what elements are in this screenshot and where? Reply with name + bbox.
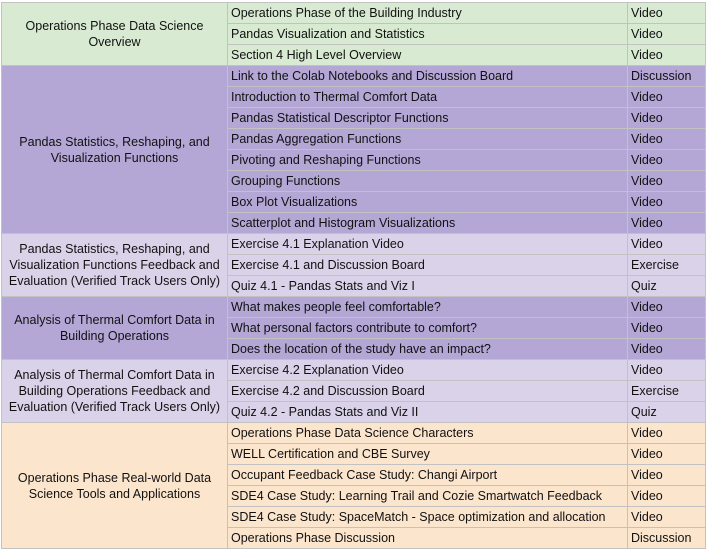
lesson-title-cell[interactable]: Quiz 4.2 - Pandas Stats and Viz II bbox=[228, 402, 628, 423]
lesson-title-cell[interactable]: SDE4 Case Study: SpaceMatch - Space optimization and allocation bbox=[228, 507, 628, 528]
lesson-title-cell[interactable]: Pandas Aggregation Functions bbox=[228, 129, 628, 150]
lesson-type-cell[interactable]: Video bbox=[628, 3, 706, 24]
section-title-cell[interactable]: Operations Phase Data Science Overview bbox=[2, 3, 228, 66]
table-row bbox=[2, 297, 706, 318]
lesson-title-cell[interactable]: Introduction to Thermal Comfort Data bbox=[228, 87, 628, 108]
table-row bbox=[2, 360, 706, 381]
lesson-title-cell[interactable]: SDE4 Case Study: Learning Trail and Cozie Smartwatch Feedback bbox=[228, 486, 628, 507]
lesson-type-cell[interactable]: Video bbox=[628, 465, 706, 486]
lesson-type-cell[interactable]: Video bbox=[628, 24, 706, 45]
table-row bbox=[2, 3, 706, 24]
section-title-cell[interactable]: Analysis of Thermal Comfort Data in Building Operations bbox=[2, 297, 228, 360]
lesson-title-cell[interactable]: Operations Phase Data Science Characters bbox=[228, 423, 628, 444]
lesson-type-cell[interactable]: Video bbox=[628, 192, 706, 213]
lesson-type-cell[interactable]: Discussion bbox=[628, 66, 706, 87]
lesson-type-cell[interactable]: Video bbox=[628, 129, 706, 150]
lesson-type-cell[interactable]: Video bbox=[628, 171, 706, 192]
lesson-title-cell[interactable]: Exercise 4.2 Explanation Video bbox=[228, 360, 628, 381]
lesson-title-cell[interactable]: Grouping Functions bbox=[228, 171, 628, 192]
lesson-title-cell[interactable]: Exercise 4.2 and Discussion Board bbox=[228, 381, 628, 402]
table-row bbox=[2, 234, 706, 255]
lesson-type-cell[interactable]: Quiz bbox=[628, 276, 706, 297]
lesson-type-cell[interactable]: Video bbox=[628, 87, 706, 108]
table-body bbox=[2, 3, 706, 549]
section-title-cell[interactable]: Pandas Statistics, Reshaping, and Visualization Functions bbox=[2, 66, 228, 234]
lesson-type-cell[interactable]: Video bbox=[628, 486, 706, 507]
lesson-type-cell[interactable]: Exercise bbox=[628, 381, 706, 402]
lesson-title-cell[interactable]: Quiz 4.1 - Pandas Stats and Viz I bbox=[228, 276, 628, 297]
lesson-type-cell[interactable]: Video bbox=[628, 108, 706, 129]
lesson-title-cell[interactable]: Link to the Colab Notebooks and Discussion Board bbox=[228, 66, 628, 87]
lesson-title-cell[interactable]: Operations Phase of the Building Industry bbox=[228, 3, 628, 24]
lesson-type-cell[interactable]: Video bbox=[628, 444, 706, 465]
lesson-title-cell[interactable]: Scatterplot and Histogram Visualizations bbox=[228, 213, 628, 234]
lesson-type-cell[interactable]: Video bbox=[628, 360, 706, 381]
lesson-type-cell[interactable]: Quiz bbox=[628, 402, 706, 423]
lesson-type-cell[interactable]: Video bbox=[628, 213, 706, 234]
table-row bbox=[2, 423, 706, 444]
lesson-type-cell[interactable]: Video bbox=[628, 507, 706, 528]
lesson-type-cell[interactable]: Exercise bbox=[628, 255, 706, 276]
lesson-title-cell[interactable]: Section 4 High Level Overview bbox=[228, 45, 628, 66]
section-title-cell[interactable]: Analysis of Thermal Comfort Data in Building Operations Feedback and Evaluation (Verified Track Users Only) bbox=[2, 360, 228, 423]
lesson-title-cell[interactable]: Exercise 4.1 and Discussion Board bbox=[228, 255, 628, 276]
lesson-type-cell[interactable]: Video bbox=[628, 45, 706, 66]
lesson-title-cell[interactable]: What personal factors contribute to comfort? bbox=[228, 318, 628, 339]
lesson-type-cell[interactable]: Video bbox=[628, 318, 706, 339]
lesson-title-cell[interactable]: Pivoting and Reshaping Functions bbox=[228, 150, 628, 171]
lesson-type-cell[interactable]: Video bbox=[628, 150, 706, 171]
lesson-type-cell[interactable]: Video bbox=[628, 297, 706, 318]
lesson-title-cell[interactable]: Does the location of the study have an impact? bbox=[228, 339, 628, 360]
lesson-type-cell[interactable]: Discussion bbox=[628, 528, 706, 549]
lesson-title-cell[interactable]: Pandas Statistical Descriptor Functions bbox=[228, 108, 628, 129]
lesson-title-cell[interactable]: WELL Certification and CBE Survey bbox=[228, 444, 628, 465]
section-title-cell[interactable]: Operations Phase Real-world Data Science Tools and Applications bbox=[2, 423, 228, 549]
lesson-type-cell[interactable]: Video bbox=[628, 234, 706, 255]
course-outline-table bbox=[1, 2, 706, 549]
lesson-title-cell[interactable]: Pandas Visualization and Statistics bbox=[228, 24, 628, 45]
lesson-title-cell[interactable]: Operations Phase Discussion bbox=[228, 528, 628, 549]
lesson-title-cell[interactable]: Box Plot Visualizations bbox=[228, 192, 628, 213]
table-row bbox=[2, 66, 706, 87]
lesson-title-cell[interactable]: What makes people feel comfortable? bbox=[228, 297, 628, 318]
lesson-title-cell[interactable]: Exercise 4.1 Explanation Video bbox=[228, 234, 628, 255]
lesson-title-cell[interactable]: Occupant Feedback Case Study: Changi Airport bbox=[228, 465, 628, 486]
section-title-cell[interactable]: Pandas Statistics, Reshaping, and Visualization Functions Feedback and Evaluation (Verified Track Users Only) bbox=[2, 234, 228, 297]
lesson-type-cell[interactable]: Video bbox=[628, 339, 706, 360]
lesson-type-cell[interactable]: Video bbox=[628, 423, 706, 444]
